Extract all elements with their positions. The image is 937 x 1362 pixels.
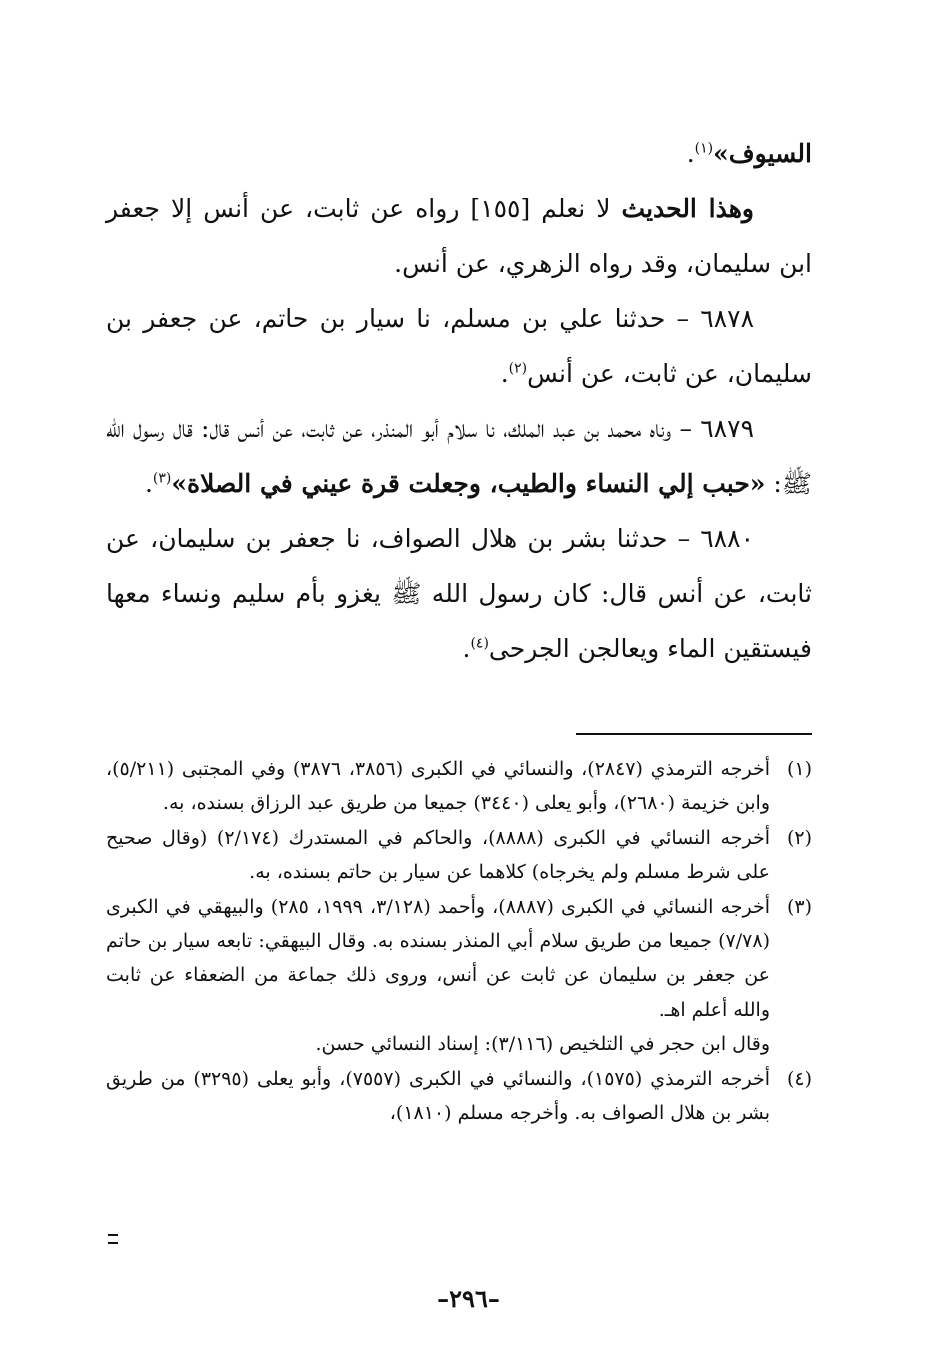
main-text xyxy=(106,126,812,676)
quote-end: السيوف» xyxy=(713,139,812,168)
footnote-ref: (٣) xyxy=(152,470,172,487)
page-number: –٢٩٦– xyxy=(437,1284,500,1313)
hadith-text: ٦٨٧٩ – وناه محمد بن عبد الملك، نا سلام أبو المنذر، عن ثابت، عن أنس قال: قال رسول الله ﷺ: xyxy=(106,414,812,498)
footnote-number: (٣) xyxy=(786,895,812,918)
period: . xyxy=(686,139,695,168)
hadith-6878 xyxy=(106,291,812,401)
footnote-number: (٤) xyxy=(786,1067,812,1090)
footnotes xyxy=(106,752,812,1130)
hadith-matn: «حبب إلي النساء والطيب، وجعلت قرة عيني في الصلاة» xyxy=(171,469,766,498)
period: . xyxy=(500,359,509,388)
footnote-1 xyxy=(106,752,812,821)
hadith-6879 xyxy=(106,401,812,511)
commentary-lead: وهذا الحديث xyxy=(621,194,754,223)
footnote-text: أخرجه الترمذي (١٥٧٥)، والنسائي في الكبرى (٧٥٥٧)، وأبو يعلى (٣٢٩٥) من طريق بشر بن هلال الصواف به. وأخرجه مسلم (١٨١٠)، xyxy=(106,1067,771,1125)
footnote-ref: (٤) xyxy=(470,635,489,652)
footnote-ref: (٢) xyxy=(508,360,528,377)
hadith-text: ٦٨٨٠ – حدثنا بشر بن هلال الصواف، نا جعفر بن سليمان، عن ثابت، عن أنس قال: كان رسول الله ﷺ يغزو بأم سليم ونساء معها فيستقين الماء ويعالجن الجرحى xyxy=(106,524,812,663)
period: . xyxy=(462,634,471,663)
footnote-ref: (١) xyxy=(694,140,714,157)
hadith-6880 xyxy=(106,511,812,676)
hadith-text: ٦٨٧٨ – حدثنا علي بن مسلم، نا سيار بن حاتم، عن جعفر بن سليمان، عن ثابت، عن أنس xyxy=(106,304,812,388)
footnote-number: (٢) xyxy=(786,826,812,849)
footnote-4 xyxy=(106,1062,812,1131)
footnote-3 xyxy=(106,890,812,1062)
paragraph-commentary xyxy=(106,181,812,291)
footnote-2 xyxy=(106,821,812,890)
paragraph-continuation xyxy=(106,126,812,181)
period: . xyxy=(144,469,153,498)
footnote-text: وقال ابن حجر في التلخيص (٣/١١٦): إسناد النسائي حسن. xyxy=(315,1033,770,1056)
footnote-separator xyxy=(576,733,812,735)
continuation-mark xyxy=(108,1234,118,1244)
footnote-text: أخرجه النسائي في الكبرى (٨٨٨٧)، وأحمد (٣/١٢٨، ١٩٩٩، ٢٨٥) والبيهقي في الكبرى (٧/٧٨) جميعا من طريق سلام أبي المنذر بسنده به. وقال البيهقي: تابعه سيار بن حاتم عن جعفر بن سليمان عن ثابت عن أنس، وروى ذلك جماعة من الضعفاء عن ثابت والله أعلم اهـ. xyxy=(106,895,771,1021)
footnote-number: (١) xyxy=(786,758,812,780)
commentary-text: لا نعلم [١٥٥] رواه عن ثابت، عن أنس إلا جعفر ابن سليمان، وقد رواه الزهري، عن أنس. xyxy=(106,194,812,278)
footnote-text: أخرجه الترمذي (٢٨٤٧)، والنسائي في الكبرى (٣٨٥٦، ٣٨٧٦) وفي المجتبى (٥/٢١١)، وابن خزيمة (٢٦٨٠)، وأبو يعلى (٣٤٤٠) جميعا من طريق عبد الرزاق بسنده، به. xyxy=(106,758,770,815)
footnote-text: أخرجه النسائي في الكبرى (٨٨٨٨)، والحاكم في المستدرك (٢/١٧٤) (وقال صحيح على شرط مسلم ولم يخرجاه) كلاهما عن سيار بن حاتم بسنده، به. xyxy=(106,826,770,884)
